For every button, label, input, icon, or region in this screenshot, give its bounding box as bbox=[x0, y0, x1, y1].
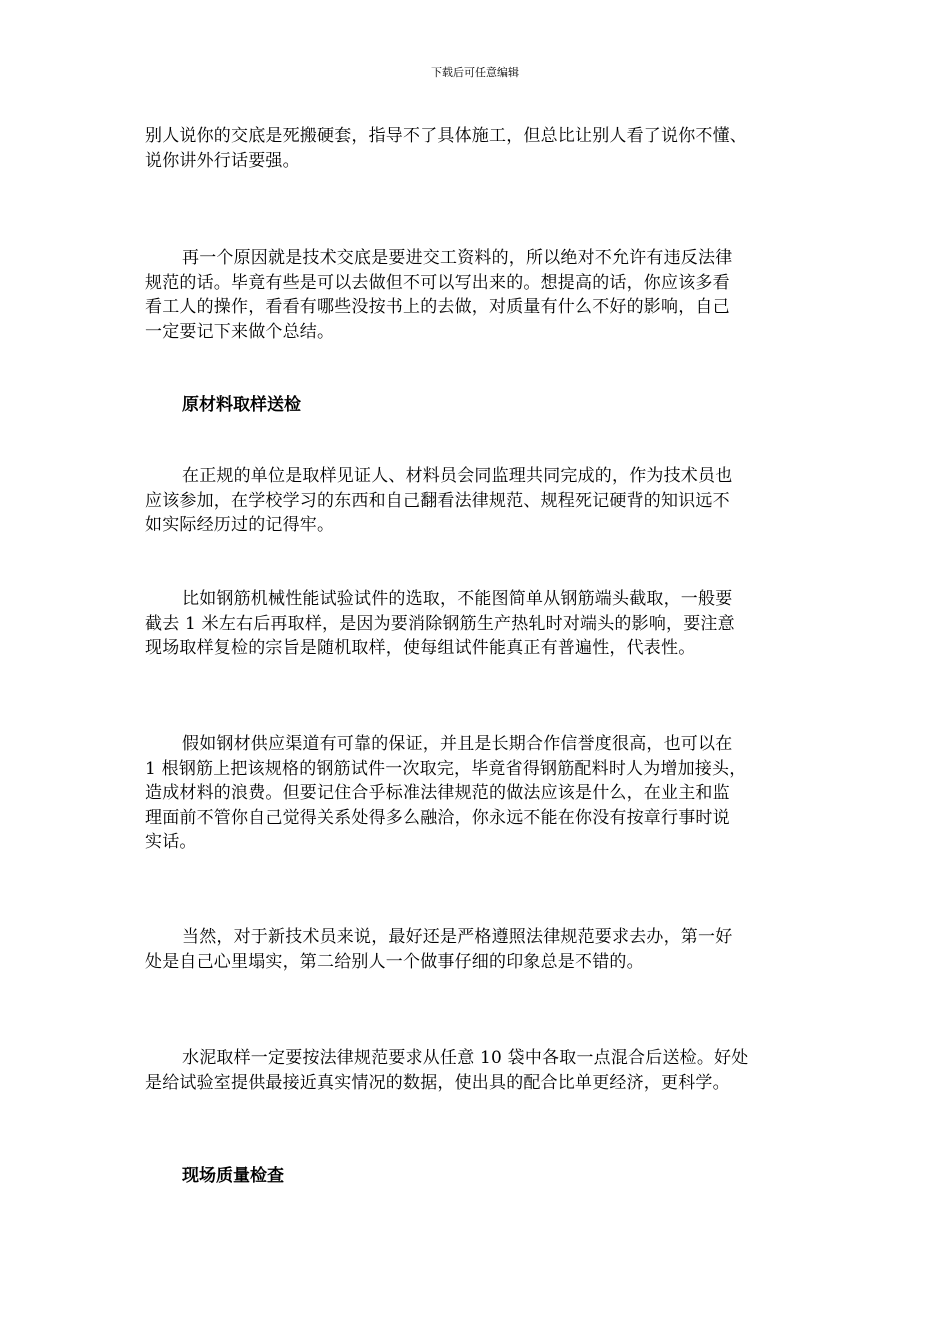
text-line: 当然，对于新技术员来说，最好还是严格遵照法律规范要求去办，第一好 bbox=[182, 927, 733, 947]
text-line: 假如钢材供应渠道有可靠的保证，并且是长期合作信誉度很高，也可以在 bbox=[182, 734, 733, 754]
text-line: 截去 1 米左右后再取样，是因为要消除钢筋生产热轧时对端头的影响，要注意 bbox=[145, 613, 735, 634]
paragraph-cement-sampling bbox=[145, 1046, 810, 1095]
paragraph-steel-supply bbox=[145, 732, 810, 855]
text-line: 理面前不管你自己觉得关系处得多么融洽，你永远不能在你没有按章行事时说 bbox=[145, 807, 730, 828]
text-line: 别人说你的交底是死搬硬套，指导不了具体施工，但总比让别人看了说你不懂、 bbox=[145, 126, 747, 146]
section-heading-site-quality: 现场质量检查 bbox=[182, 1166, 284, 1186]
text-line: 实话。 bbox=[145, 832, 197, 852]
text-line: 再一个原因就是技术交底是要进交工资料的，所以绝对不允许有违反法律 bbox=[182, 248, 733, 268]
section-heading-raw-material: 原材料取样送检 bbox=[182, 395, 301, 415]
paragraph-rebar-specimen bbox=[145, 587, 810, 661]
text-line: 看工人的操作，看看有哪些没按书上的去做，对质量有什么不好的影响，自己 bbox=[145, 297, 730, 317]
text-line: 在正规的单位是取样见证人、材料员会同监理共同完成的，作为技术员也 bbox=[182, 466, 733, 486]
text-line: 造成材料的浪费。但要记住合乎标准法律规范的做法应该是什么，在业主和监 bbox=[145, 783, 730, 803]
paragraph-technical-disclosure bbox=[145, 246, 810, 344]
text-line: 说你讲外行话要强。 bbox=[145, 150, 300, 171]
text-line: 比如钢筋机械性能试验试件的选取，不能图简单从钢筋端头截取，一般要 bbox=[182, 589, 733, 609]
text-line: 处是自己心里塌实，第二给别人一个做事仔细的印象总是不错的。 bbox=[145, 951, 644, 972]
paragraph-intro bbox=[145, 124, 810, 173]
text-line: 1 根钢筋上把该规格的钢筋试件一次取完，毕竟省得钢筋配料时人为增加接头， bbox=[145, 758, 747, 779]
paragraph-sampling-witness bbox=[145, 464, 810, 538]
page-header: 下载后可任意编辑 bbox=[431, 66, 519, 79]
text-line: 一定要记下来做个总结。 bbox=[145, 321, 335, 342]
text-line: 应该参加，在学校学习的东西和自己翻看法律规范、规程死记硬背的知识远不 bbox=[145, 490, 730, 511]
text-line: 是给试验室提供最接近真实情况的数据，使出具的配合比单更经济，更科学。 bbox=[145, 1072, 730, 1093]
text-line: 如实际经历过的记得牢。 bbox=[145, 515, 335, 535]
text-line: 规范的话。毕竟有些是可以去做但不可以写出来的。想提高的话，你应该多看 bbox=[145, 272, 730, 293]
text-line: 水泥取样一定要按法律规范要求从任意 10 袋中各取一点混合后送检。好处 bbox=[182, 1048, 749, 1068]
text-line: 现场取样复检的宗旨是随机取样，使每组试件能真正有普遍性，代表性。 bbox=[145, 638, 696, 658]
paragraph-new-technician bbox=[145, 925, 810, 974]
